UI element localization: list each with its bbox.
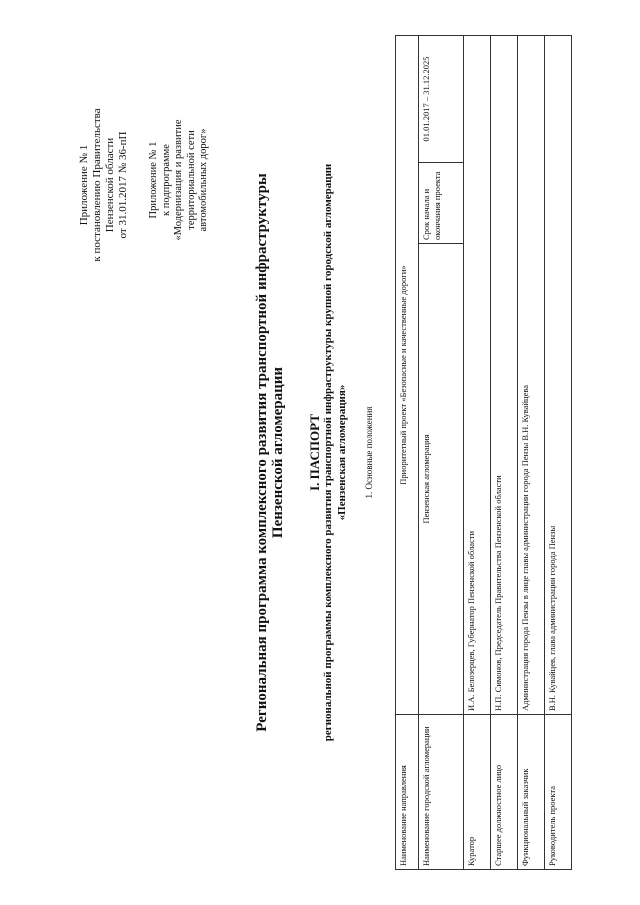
program-title-line1: Региональная программа комплексного развития транспортной инфраструктуры — [254, 173, 270, 732]
row-value: И.А. Белозерцев, Губернатор Пензенской области — [464, 36, 491, 715]
table-row — [518, 36, 545, 870]
table-row — [396, 36, 419, 870]
appendix1-line1: Приложение № 1 — [78, 144, 90, 226]
appendix2-line2: к подпрограмме — [160, 144, 172, 216]
row-label: Наименование городской агломерации — [419, 715, 464, 870]
appendix2-line5: автомобильных дорог» — [198, 128, 209, 232]
table-row — [464, 36, 491, 870]
row-value: В.Н. Кувайцев, глава администрации города Пензы — [545, 36, 572, 715]
row-value: Пензенская агломерация — [419, 244, 464, 715]
row-value: Администрация города Пензы в лице главы администрации города Пензы В.Н. Кувайцева — [518, 36, 545, 715]
row-label: Старшее должностное лицо — [491, 715, 518, 870]
passport-subtitle-line1: региональной программы комплексного развития транспортной инфраструктуры крупной городской агломерации — [322, 163, 334, 742]
row-label: Куратор — [464, 715, 491, 870]
period-value: 01.01.2017 – 31.12.2025 — [419, 36, 464, 163]
appendix2-line4: территориальной сети — [185, 130, 197, 230]
section-title: 1. Основные положения — [364, 406, 374, 499]
passport-table — [395, 35, 572, 870]
appendix1-line3: Пензенской области — [104, 137, 116, 233]
passport-subtitle-line2: «Пензенская агломерация» — [336, 384, 348, 521]
appendix-government-decree — [78, 85, 130, 285]
appendix2-line1: Приложение № 1 — [148, 141, 159, 219]
row-value: Приоритетный проект «Безопасные и качественные дороги» — [396, 36, 419, 715]
appendix1-line4: от 31.01.2017 № 36-пП — [117, 131, 129, 239]
table-row — [545, 36, 572, 870]
appendix1-line2: к постановлению Правительства — [91, 108, 103, 262]
program-title-line2: Пензенской агломерации — [270, 366, 286, 539]
row-value: Н.П. Симонов, Председатель Правительства Пензенской области — [491, 36, 518, 715]
row-label: Руководитель проекта — [545, 715, 572, 870]
passport-heading: I. ПАСПОРТ — [307, 414, 322, 491]
appendix2-line3: «Модернизация и развитие — [173, 119, 184, 241]
table-row — [419, 36, 464, 870]
table-row — [491, 36, 518, 870]
row-label: Наименование направления — [396, 715, 419, 870]
appendix-subprogram — [148, 100, 211, 260]
row-label: Функциональный заказчик — [518, 715, 545, 870]
period-label: Срок начала и окончания проекта — [419, 163, 464, 244]
